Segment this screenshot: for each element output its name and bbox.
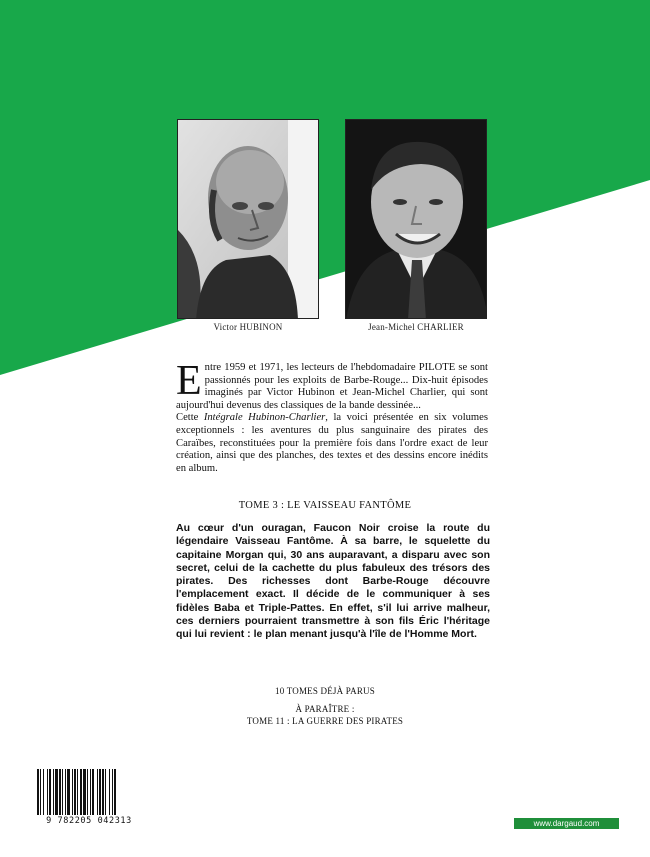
author-caption-hubinon: Victor HUBINON — [213, 322, 283, 332]
green-background — [0, 0, 650, 404]
barcode — [33, 769, 145, 829]
barcode-number: 9 782205 042313 — [33, 816, 145, 826]
author-photo-charlier-block — [345, 119, 487, 332]
tome-title: TOME 3 : LE VAISSEAU FANTÔME — [238, 500, 412, 511]
intro-paragraph-2 — [176, 412, 488, 475]
upcoming-label: À PARAÎTRE : — [295, 704, 355, 714]
intro-paragraph-2-prefix: Cette — [176, 412, 204, 424]
intro-paragraph-2-suffix: , la voici présentée en six volumes exceptionnels : les aventures du plus sanguinaire des pirates des Caraïbes, reconstituées pour la première fois dans l'ordre exact de leur création, ainsi que des planches, des textes et des dessins encore inédits en album. — [176, 412, 488, 474]
author-photo-hubinon-block — [177, 119, 319, 332]
published-count: 10 TOMES DÉJÀ PARUS — [275, 686, 375, 696]
intro-italic-title: Intégrale Hubinon-Charlier — [203, 412, 326, 424]
intro-paragraph-1: ntre 1959 et 1971, les lecteurs de l'hebdomadaire PILOTE se sont passionnés pour les exploits de Barbe-Rouge... Dix-huit épisodes imaginés par Victor Hubinon et Jean-Michel Charlier, qui sont aujourd'hui devenus des classiques de la bande dessinée... — [176, 362, 488, 411]
synopsis: Au cœur d'un ouragan, Faucon Noir croise la route du légendaire Vaisseau Fantôme. À sa barre, le squelette du capitaine Morgan qui, 30 ans auparavant, a disparu avec son secret, celui de la cachette du plus fabuleux des trésors des pirates. Des richesses dont Barbe-Rouge découvre l'emplacement exact. Il décide de le communiquer à ses fidèles Baba et Triple-Pattes. En effet, s'il lui arrive malheur, ces derniers pourraient transmettre à son fils Éric l'héritage qui lui revient : le plan menant jusqu'à l'île de l'Homme Mort. — [176, 522, 490, 641]
author-caption-charlier: Jean-Michel CHARLIER — [368, 322, 464, 332]
upcoming-title: TOME 11 : LA GUERRE DES PIRATES — [246, 716, 404, 726]
intro-dropcap: E — [176, 358, 202, 404]
author-photo-hubinon — [177, 119, 319, 319]
author-photo-charlier — [345, 119, 487, 319]
publisher-website[interactable]: www.dargaud.com — [514, 818, 619, 829]
series-notes — [0, 685, 650, 727]
intro-text — [176, 358, 488, 475]
